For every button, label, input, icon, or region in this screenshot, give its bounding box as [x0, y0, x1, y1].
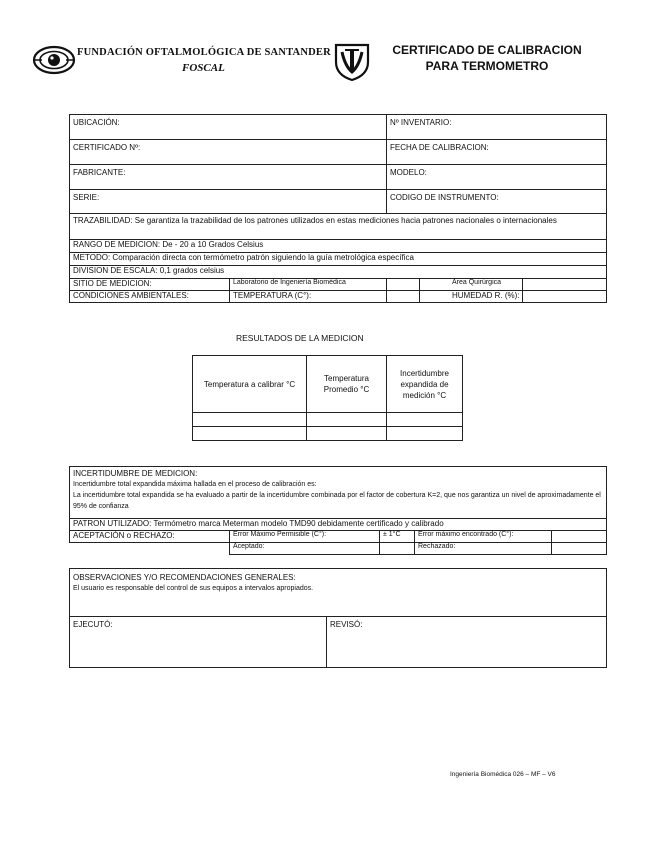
sitio-value: Laboratorio de Ingeniería Biomédica	[230, 279, 387, 291]
rechazado-field[interactable]: Rechazado:	[415, 543, 552, 555]
organization-short-name: FOSCAL	[182, 62, 225, 74]
inventario-field[interactable]: Nº INVENTARIO:	[387, 115, 607, 140]
trazabilidad-text: TRAZABILIDAD: Se garantiza la trazabilidad de los patrones utilizados en estas mediciones hacia patrones nacionales o internacionales	[70, 214, 607, 240]
aceptacion-blank-cell	[70, 543, 230, 555]
aceptado-field[interactable]: Aceptado:	[230, 543, 380, 555]
modelo-field[interactable]: MODELO:	[387, 165, 607, 190]
rango-text: RANGO DE MEDICION: De - 20 a 10 Grados Celsius	[70, 240, 607, 253]
table-row	[193, 427, 463, 441]
error-encontrado-label: Error máximo encontrado (C°):	[415, 531, 552, 543]
results-table	[192, 355, 463, 441]
division-text: DIVISION DE ESCALA: 0,1 grados celsius	[70, 266, 607, 279]
metodo-text: METODO: Comparación directa con termómetro patrón siguiendo la guía metrológica específica	[70, 253, 607, 266]
results-title: RESULTADOS DE LA MEDICION	[236, 333, 364, 343]
results-header-temp-calibrar: Temperatura a calibrar °C	[193, 356, 307, 413]
aceptacion-label: ACEPTACIÓN o RECHAZO:	[70, 531, 230, 543]
fabricante-field[interactable]: FABRICANTE:	[70, 165, 387, 190]
results-header-temp-promedio: Temperatura Promedio °C	[307, 356, 387, 413]
results-cell[interactable]	[193, 413, 307, 427]
observations-text: El usuario es responsable del control de sus equipos a intervalos apropiados.	[73, 585, 314, 592]
temperatura-label: TEMPERATURA (C°):	[230, 291, 387, 303]
organization-name: FUNDACIÓN OFTALMOLÓGICA DE SANTANDER	[77, 47, 331, 58]
table-row	[193, 413, 463, 427]
certificado-field[interactable]: CERTIFICADO Nº:	[70, 140, 387, 165]
uncertainty-block	[70, 467, 607, 519]
general-info-table	[69, 114, 607, 303]
humedad-label: HUMEDAD R. (%):	[420, 291, 523, 303]
uncertainty-line-1: Incertidumbre total expandida máxima hallada en el proceso de calibración es:	[73, 481, 317, 488]
aceptado-blank-cell[interactable]	[380, 543, 415, 555]
sitio-label: SITIO DE MEDICION:	[70, 279, 230, 291]
uncertainty-title: INCERTIDUMBRE DE MEDICION:	[73, 469, 198, 478]
ejecuto-field[interactable]: EJECUTÓ:	[70, 617, 327, 668]
codigo-field[interactable]: CODIGO DE INSTRUMENTO:	[387, 190, 607, 214]
footer-code: Ingeniería Biomédica 026 – MF – V6	[450, 771, 556, 778]
document-title	[382, 42, 592, 74]
temperatura-value-cell[interactable]	[387, 291, 420, 303]
title-line-2: PARA TERMOMETRO	[425, 59, 549, 73]
fecha-field[interactable]: FECHA DE CALIBRACION:	[387, 140, 607, 165]
eye-logo-icon	[32, 44, 76, 76]
results-header-incertidumbre: Incertidumbre expandida de medición °C	[387, 356, 463, 413]
condiciones-label: CONDICIONES AMBIENTALES:	[70, 291, 230, 303]
results-cell[interactable]	[193, 427, 307, 441]
patron-text: PATRON UTILIZADO: Termómetro marca Meterman modelo TMD90 debidamente certificado y calibrado	[70, 519, 607, 531]
ubicacion-field[interactable]: UBICACIÓN:	[70, 115, 387, 140]
uncertainty-table	[69, 466, 607, 555]
reviso-field[interactable]: REVISÓ:	[327, 617, 607, 668]
rechazado-blank-cell[interactable]	[552, 543, 607, 555]
area-blank-cell[interactable]	[523, 279, 607, 291]
tolerance-value: ± 1°C	[380, 531, 415, 543]
results-cell[interactable]	[307, 413, 387, 427]
title-line-1: CERTIFICADO DE CALIBRACION	[392, 43, 582, 57]
error-permisible-label: Error Máximo Permisible (C°):	[230, 531, 380, 543]
observations-block[interactable]	[70, 569, 607, 617]
humedad-value-cell[interactable]	[523, 291, 607, 303]
shield-logo-icon	[333, 42, 371, 82]
results-cell[interactable]	[387, 427, 463, 441]
results-cell[interactable]	[307, 427, 387, 441]
error-encontrado-value-cell[interactable]	[552, 531, 607, 543]
serie-field[interactable]: SERIE:	[70, 190, 387, 214]
observations-table	[69, 568, 607, 668]
observations-title: OBSERVACIONES Y/O RECOMENDACIONES GENERALES:	[73, 573, 296, 582]
sitio-blank-cell[interactable]	[387, 279, 420, 291]
results-cell[interactable]	[387, 413, 463, 427]
uncertainty-line-2: La incertidumbre total expandida se ha evaluado a partir de la incertidumbre combinada por el factor de cobertura K=2, que nos garantiza un nivel de aproximadamente el 95% de confianza	[73, 492, 601, 510]
area-value: Área Quirúrgica	[420, 279, 523, 291]
